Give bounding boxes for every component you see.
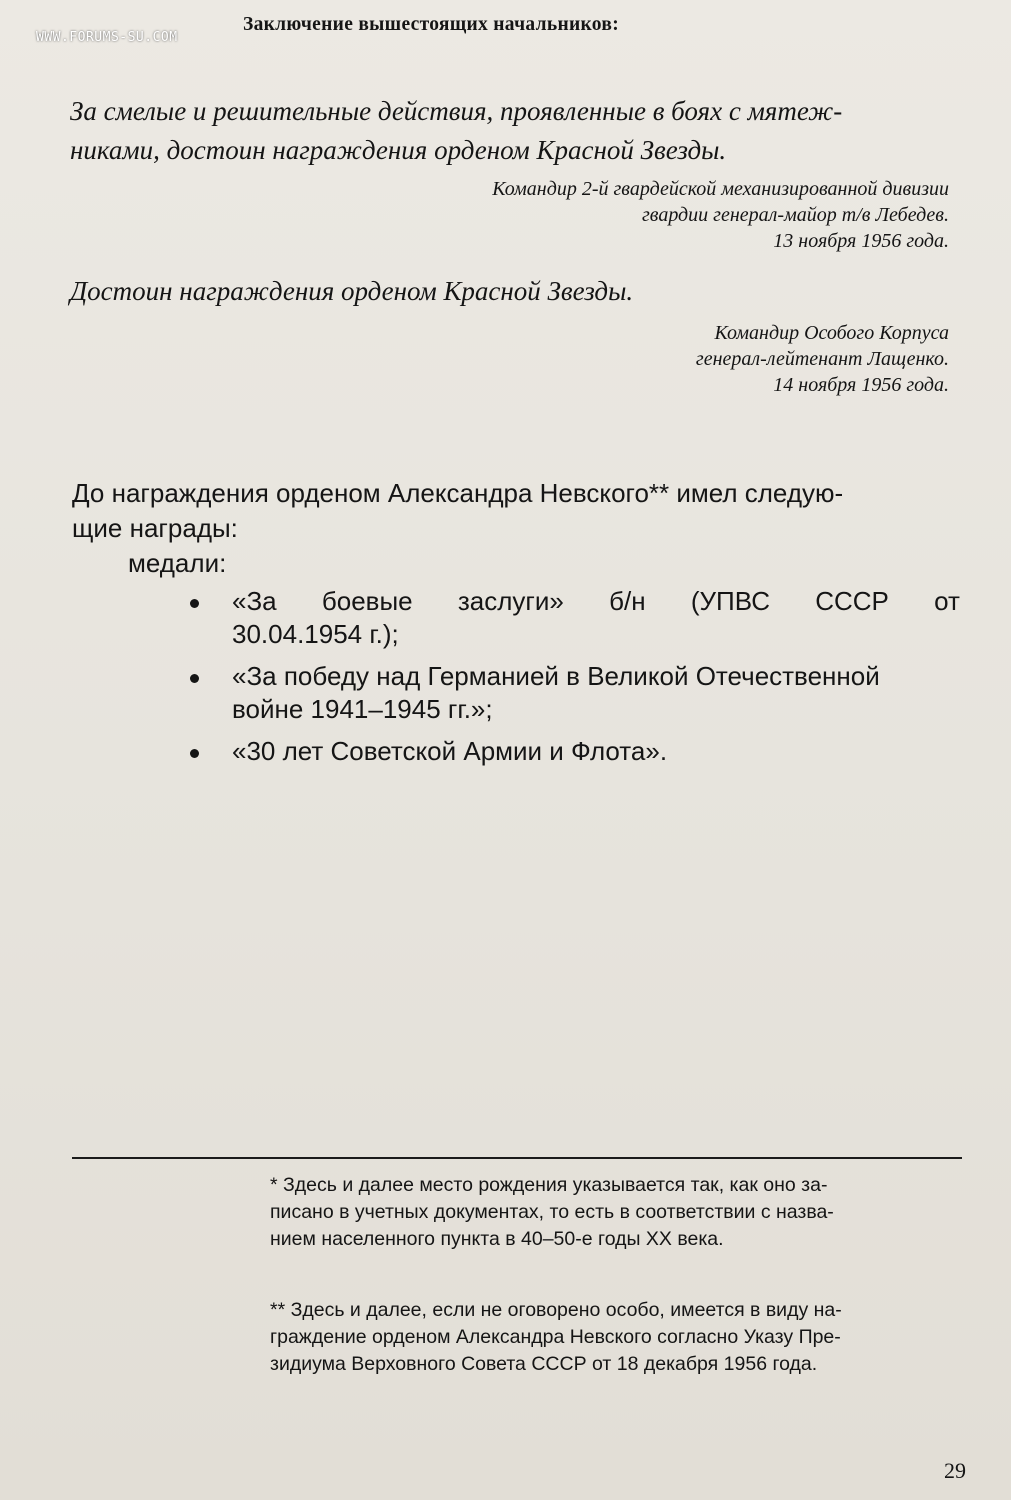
section-heading: Заключение вышестоящих начальников: xyxy=(243,14,619,35)
medal-1-word: боевые xyxy=(321,586,413,616)
footnote-1-line: * Здесь и далее место рождения указывается так, как оно за- xyxy=(270,1174,828,1196)
medal-1-word: заслуги» xyxy=(457,586,564,616)
medal-1-word: «За xyxy=(232,586,277,616)
awards-intro-line-1: До награждения орденом Александра Невского** имел следую- xyxy=(72,478,844,508)
conclusion-2-signature xyxy=(149,320,949,398)
medal-list xyxy=(190,585,960,777)
signature-line: Командир 2-й гвардейской механизированной дивизии xyxy=(492,178,949,200)
footnote-1-line: писано в учетных документах, то есть в соответствии с назва- xyxy=(270,1201,834,1223)
medal-3-line: «30 лет Советской Армии и Флота». xyxy=(232,736,668,766)
bullet-icon xyxy=(190,749,199,758)
medals-label: медали: xyxy=(128,548,227,578)
conclusion-2-text xyxy=(70,272,960,311)
footnote-2-line: ** Здесь и далее, если не оговорено особо, имеется в виду на- xyxy=(270,1299,842,1321)
watermark: WWW.FORUMS-SU.COM xyxy=(36,30,178,45)
footnote-2-line: зидиума Верховного Совета СССР от 18 декабря 1956 года. xyxy=(270,1353,818,1375)
footnote-2 xyxy=(270,1297,960,1378)
bullet-icon xyxy=(190,599,199,608)
bullet-icon xyxy=(190,674,199,683)
signature-line: Командир Особого Корпуса xyxy=(714,322,949,344)
footnote-2-line: граждение орденом Александра Невского согласно Указу Пре- xyxy=(270,1326,841,1348)
medal-2-line-1: «За победу над Германией в Великой Отечественной xyxy=(232,661,880,691)
conclusion-1-text xyxy=(70,92,960,170)
conclusion-1-line-2: никами, достоин награждения орденом Красной Звезды. xyxy=(70,135,727,165)
signature-date: 13 ноября 1956 года. xyxy=(773,230,949,252)
conclusion-1-line-1: За смелые и решительные действия, проявленные в боях с мятеж- xyxy=(70,96,843,126)
conclusion-2-line: Достоин награждения орденом Красной Звезды. xyxy=(70,276,634,306)
medal-item-2 xyxy=(190,660,960,726)
medal-1-line-2: 30.04.1954 г.); xyxy=(232,619,399,649)
medal-1-word: б/н xyxy=(609,586,646,616)
medal-2-line-2: войне 1941–1945 гг.»; xyxy=(232,694,493,724)
medal-1-line-1 xyxy=(232,585,960,618)
signature-date: 14 ноября 1956 года. xyxy=(773,374,949,396)
awards-intro xyxy=(72,476,962,546)
signature-line: генерал-лейтенант Лащенко. xyxy=(695,348,949,370)
medal-1-word: СССР xyxy=(815,586,889,616)
footnote-divider xyxy=(72,1157,962,1159)
medal-item-1 xyxy=(190,585,960,651)
medal-1-word: (УПВС xyxy=(690,586,770,616)
page-number: 29 xyxy=(944,1458,966,1483)
footnote-1-line: нием населенного пункта в 40–50-е годы XX века. xyxy=(270,1228,724,1250)
awards-intro-line-2: щие награды: xyxy=(72,513,238,543)
signature-line: гвардии генерал-майор т/в Лебедев. xyxy=(641,204,949,226)
medal-item-3 xyxy=(190,735,960,768)
footnote-1 xyxy=(270,1172,960,1253)
medal-1-word: от xyxy=(934,586,960,616)
conclusion-1-signature xyxy=(149,176,949,254)
